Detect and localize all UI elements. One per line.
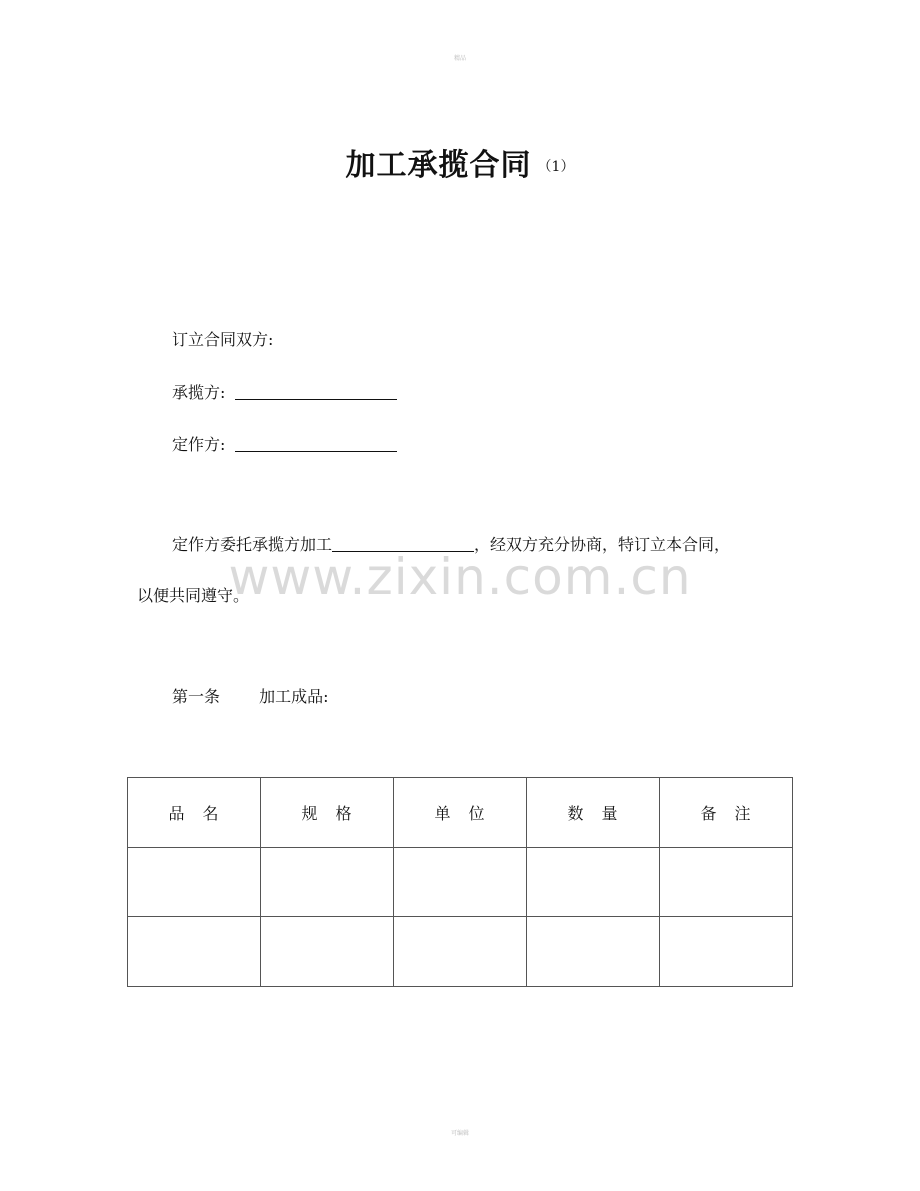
article-1-heading <box>172 684 329 707</box>
table-cell[interactable] <box>261 847 394 917</box>
header-specification: 规格 <box>261 778 394 848</box>
table-row <box>128 847 793 917</box>
contractor-line <box>172 380 397 403</box>
contractor-blank[interactable] <box>235 385 397 400</box>
table-cell[interactable] <box>527 847 660 917</box>
header-quantity: 数量 <box>527 778 660 848</box>
orderer-blank[interactable] <box>235 437 397 452</box>
table-cell[interactable] <box>527 917 660 987</box>
table-cell[interactable] <box>660 847 793 917</box>
table-row <box>128 917 793 987</box>
orderer-label: 定作方: <box>172 435 226 454</box>
contractor-label: 承揽方: <box>172 383 226 402</box>
processing-item-blank[interactable] <box>332 537 474 552</box>
document-title <box>0 140 920 184</box>
table-cell[interactable] <box>261 917 394 987</box>
header-mark: 精品 <box>453 55 466 62</box>
products-table <box>127 777 793 987</box>
table-header-row <box>128 778 793 848</box>
parties-intro: 订立合同双方: <box>172 330 274 349</box>
header-unit: 单位 <box>394 778 527 848</box>
watermark: www.zixin.com.cn <box>228 548 692 606</box>
header-remarks: 备注 <box>660 778 793 848</box>
article-1-title: 加工成品: <box>259 687 329 706</box>
orderer-line <box>172 432 397 455</box>
clause-intro-part1: 定作方委托承揽方加工 <box>172 535 333 554</box>
title-number: （1） <box>537 159 575 175</box>
table-cell[interactable] <box>394 917 527 987</box>
table-cell[interactable] <box>128 917 261 987</box>
clause-intro-part3: 以便共同遵守。 <box>137 586 250 605</box>
table-cell[interactable] <box>660 917 793 987</box>
table-cell[interactable] <box>394 847 527 917</box>
header-product-name: 品名 <box>128 778 261 848</box>
footer-mark: 可编辑 <box>450 1130 469 1137</box>
title-main: 加工承揽合同 <box>345 148 532 183</box>
article-1-number: 第一条 <box>172 687 221 706</box>
table-cell[interactable] <box>128 847 261 917</box>
clause-intro-line1 <box>172 532 730 555</box>
clause-intro-part2: ，经双方充分协商，特订立本合同， <box>474 535 731 554</box>
